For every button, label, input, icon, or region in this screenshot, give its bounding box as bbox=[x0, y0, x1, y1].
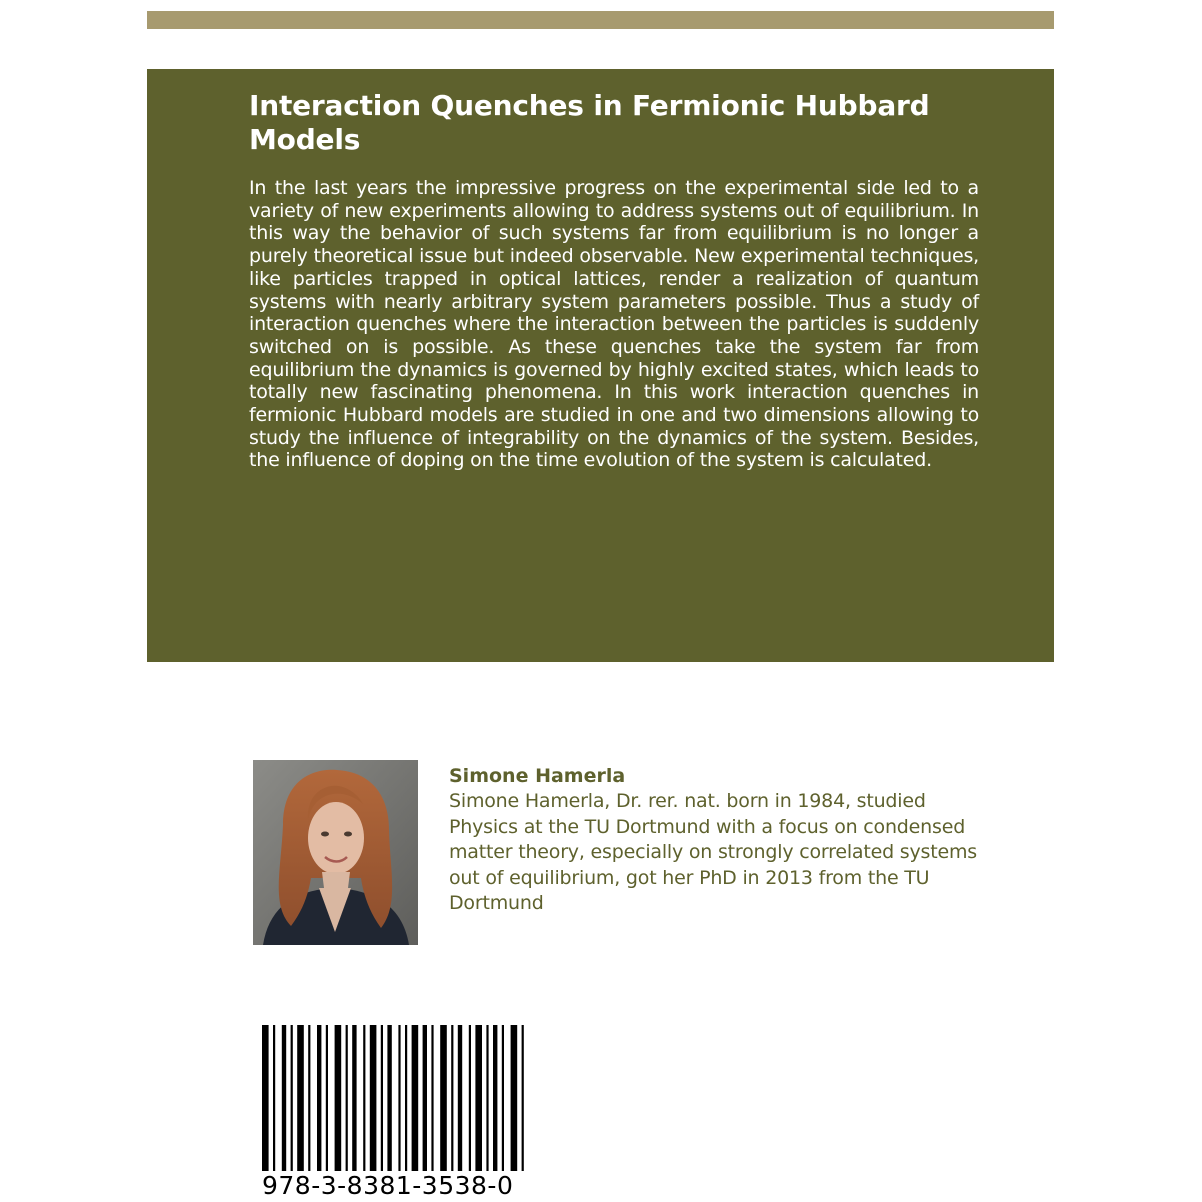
book-title: Interaction Quenches in Fermionic Hubbard Models bbox=[249, 89, 930, 156]
barcode-bar bbox=[387, 1025, 391, 1171]
book-abstract: In the last years the impressive progress on the experimental side led to a variety of new experiments allowing to address systems out of equilibrium. In this way the behavior of such systems far from equilibrium is no longer a purely theoretical issue but indeed observable. New experimental techniques, like particles trapped in optical lattices, render a realization of quantum systems with nearly arbitrary system parameters possible. Thus a study of interaction quenches where the interaction between the particles is suddenly switched on is possible. As these quenches take the system far from equilibrium the dynamics is governed by highly excited states, which leads to totally new fascinating phenomena. In this work interaction quenches in fermionic Hubbard models are studied in one and two dimensions allowing to study the influence of integrability on the dynamics of the system. Besides, the influence of doping on the time evolution of the system is calculated. bbox=[249, 177, 979, 472]
barcode-bar bbox=[291, 1025, 293, 1171]
isbn-barcode bbox=[257, 1025, 532, 1171]
barcode-bar bbox=[493, 1025, 497, 1171]
barcode-bar bbox=[475, 1025, 482, 1171]
author-portrait-image bbox=[253, 760, 418, 945]
barcode-bar bbox=[326, 1025, 328, 1171]
barcode-bar bbox=[522, 1025, 524, 1171]
barcode-bar bbox=[469, 1025, 471, 1171]
isbn-number: 978-3-8381-3538-0 bbox=[262, 1171, 514, 1200]
barcode-bar bbox=[511, 1025, 518, 1171]
barcode-bar bbox=[335, 1025, 342, 1171]
barcode-bar bbox=[308, 1025, 310, 1171]
barcode-bar bbox=[262, 1025, 269, 1171]
author-photo bbox=[253, 760, 418, 945]
barcode-bar bbox=[352, 1025, 356, 1171]
barcode-bar bbox=[486, 1025, 488, 1171]
barcode-bars bbox=[257, 1025, 532, 1171]
barcode-bar bbox=[346, 1025, 348, 1171]
barcode-bar bbox=[273, 1025, 275, 1171]
description-panel bbox=[147, 69, 1054, 662]
barcode-bar bbox=[458, 1025, 462, 1171]
author-bio: Simone Hamerla, Dr. rer. nat. born in 1984, studied Physics at the TU Dortmund with a focus on condensed matter theory, especially on strongly correlated systems out of equilibrium, got her PhD in 2013 from the TU Dortmund bbox=[449, 790, 977, 914]
barcode-bar bbox=[363, 1025, 365, 1171]
top-color-strip bbox=[147, 11, 1054, 29]
barcode-bar bbox=[451, 1025, 453, 1171]
barcode-bar bbox=[405, 1025, 407, 1171]
barcode-bar bbox=[412, 1025, 419, 1171]
barcode-bar bbox=[381, 1025, 383, 1171]
barcode-bar bbox=[398, 1025, 400, 1171]
barcode-bar bbox=[297, 1025, 304, 1171]
barcode-bar bbox=[282, 1025, 286, 1171]
author-name: Simone Hamerla bbox=[449, 765, 626, 787]
barcode-bar bbox=[423, 1025, 427, 1171]
barcode-bar bbox=[502, 1025, 504, 1171]
barcode-bar bbox=[431, 1025, 433, 1171]
barcode-bar bbox=[370, 1025, 377, 1171]
barcode-bar bbox=[317, 1025, 321, 1171]
barcode-bar bbox=[440, 1025, 447, 1171]
